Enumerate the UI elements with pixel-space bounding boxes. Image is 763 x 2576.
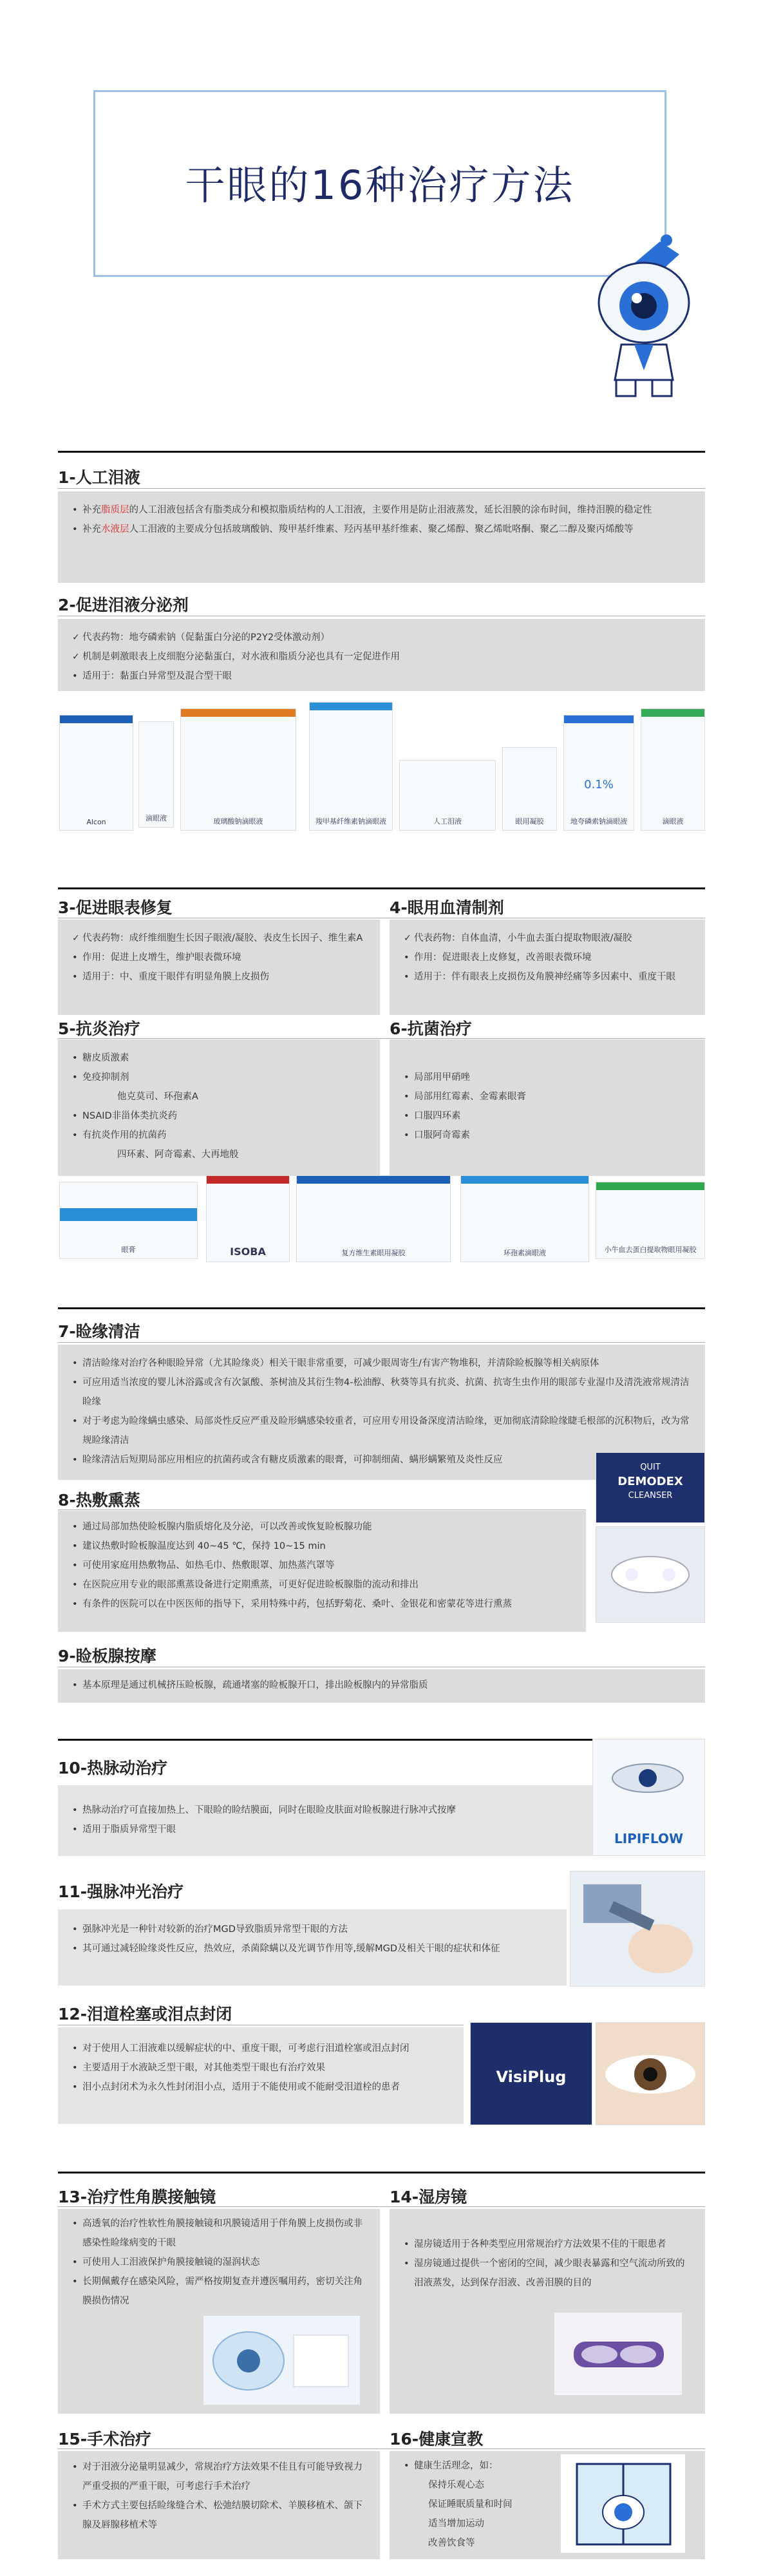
divider bbox=[58, 451, 705, 453]
divider bbox=[58, 1307, 705, 1309]
product-image: 地夸磷索钠滴眼液 0.1% bbox=[563, 715, 634, 831]
product-image: 滴眼液 bbox=[641, 708, 705, 831]
section-heading: 12-泪道栓塞或泪点封闭 bbox=[58, 2005, 232, 2023]
list-item: • 局部用甲硝唑 bbox=[402, 1068, 692, 1087]
list-item: • 可应用适当浓度的婴儿沐浴露或含有次氯酸、茶树油及其衍生物4-松油醇、秋葵等具有抗炎、抗菌、抗寄生虫作用的眼部专业湿巾及清洗液常规清洁睑缘 bbox=[71, 1373, 692, 1412]
list-item: • 湿房镜通过提供一个密闭的空间，减少眼表暴露和空气流动所致的泪液蒸发，达到保存泪液、改善泪膜的目的 bbox=[402, 2254, 692, 2293]
product-image: 人工泪液 bbox=[399, 760, 496, 831]
list-item: • 泪小点封闭术为永久性封闭泪小点，适用于不能使用或不能耐受泪道栓的患者 bbox=[71, 2078, 451, 2097]
section-heading: 11-强脉冲光治疗 bbox=[58, 1882, 184, 1901]
list-item: • 健康生活理念，如： bbox=[402, 2456, 692, 2476]
list-item: • 手术方式主要包括睑缘缝合术、松弛结膜切除术、羊膜移植术、颌下腺及唇腺移植术等 bbox=[71, 2496, 367, 2535]
window-illustration bbox=[560, 2454, 686, 2553]
section-heading: 4-眼用血清制剂 bbox=[390, 898, 504, 917]
list-item: • 主要适用于水液缺乏型干眼，对其他类型干眼也有治疗效果 bbox=[71, 2058, 451, 2078]
divider bbox=[58, 2206, 705, 2207]
text-panel bbox=[58, 1797, 592, 1848]
list-item: • 可使用人工泪液保护角膜接触镜的湿润状态 bbox=[71, 2253, 367, 2272]
title-frame bbox=[93, 90, 666, 277]
section-heading: 2-促进泪液分泌剂 bbox=[58, 596, 189, 614]
list-item: 改善饮食等 bbox=[428, 2538, 475, 2548]
lipiflow-device-image bbox=[592, 1739, 705, 1856]
section-heading: 5-抗炎治疗 bbox=[58, 1019, 140, 1038]
text-panel bbox=[58, 1039, 380, 1176]
product-image: 环孢素滴眼液 bbox=[460, 1175, 589, 1262]
section-heading: 14-湿房镜 bbox=[390, 2188, 467, 2206]
text-panel bbox=[58, 1669, 705, 1703]
list-item: ✓ 代表药物：自体血清，小牛血去蛋白提取物眼液/凝胶 bbox=[402, 929, 692, 948]
section-heading: 15-手术治疗 bbox=[58, 2430, 152, 2448]
product-image: 复方维生素眼用凝胶 bbox=[296, 1175, 451, 1262]
list-item: • 局部用红霉素、金霉素眼膏 bbox=[402, 1087, 692, 1106]
divider bbox=[58, 488, 705, 489]
ipl-treatment-photo bbox=[570, 1871, 705, 1987]
text-panel bbox=[390, 920, 705, 1015]
product-image: 眼用凝胶 bbox=[502, 747, 557, 831]
list-item: • 补充水液层人工泪液的主要成分包括玻璃酸钠、羧甲基纤维素、羟丙基甲基纤维素、聚乙烯醇、聚乙烯吡咯酮、聚乙二醇及聚丙烯酸等 bbox=[71, 520, 692, 539]
section-heading: 13-治疗性角膜接触镜 bbox=[58, 2188, 216, 2206]
list-item: • 有抗炎作用的抗菌药 bbox=[71, 1126, 367, 1145]
list-item: • 口服四环素 bbox=[402, 1106, 692, 1126]
list-item: • 通过局部加热使睑板腺内脂质熔化及分泌，可以改善或恢复睑板腺功能 bbox=[71, 1517, 573, 1537]
section-heading: 9-睑板腺按摩 bbox=[58, 1647, 156, 1665]
list-item: • 对于使用人工泪液难以缓解症状的中、重度干眼，可考虑行泪道栓塞或泪点封闭 bbox=[71, 2039, 451, 2058]
list-item: • 补充脂质层的人工泪液包括含有脂类成分和模拟脂质结构的人工泪液，主要作用是防止泪液蒸发，延长泪膜的涂布时间，维持泪膜的稳定性 bbox=[71, 500, 692, 520]
section-heading: 7-睑缘清洁 bbox=[58, 1322, 140, 1341]
list-item: ✓ 机制是刺激眼表上皮细胞分泌黏蛋白，对水液和脂质分泌也具有一定促进作用 bbox=[71, 647, 692, 667]
text-panel bbox=[58, 2035, 464, 2119]
list-item: • 作用：促进眼表上皮修复，改善眼表微环境 bbox=[402, 948, 692, 967]
list-item: • 适用于脂质异常型干眼 bbox=[71, 1820, 579, 1839]
list-item: • 基本原理是通过机械挤压睑板腺，疏通堵塞的睑板腺开口，排出睑板腺内的异常脂质 bbox=[71, 1676, 692, 1695]
list-item: • 其可通过减轻睑缘炎性反应，热效应，杀菌除螨以及光调节作用等,缓解MGD及相关干眼的症状和体征 bbox=[71, 1939, 554, 1958]
text-panel bbox=[58, 920, 380, 1015]
product-image: QUIT DEMODEX CLEANSER bbox=[596, 1452, 705, 1523]
divider bbox=[58, 1342, 705, 1343]
divider bbox=[58, 2448, 705, 2449]
text-panel bbox=[58, 2451, 380, 2559]
list-item: • 在医院应用专业的眼部熏蒸设备进行定期熏蒸，可更好促进睑板腺脂的流动和排出 bbox=[71, 1575, 573, 1595]
list-item: • 清洁睑缘对治疗各种眼睑异常（尤其睑缘炎）相关干眼非常重要，可减少眼周寄生/有害产物堆积，并清除睑板腺等相关病原体 bbox=[71, 1354, 692, 1373]
list-item: • 可使用家庭用热敷物品、如热毛巾、热敷眼罩、加热蒸汽罩等 bbox=[71, 1556, 573, 1575]
list-item: • 作用：促进上皮增生，维护眼表微环境 bbox=[71, 948, 367, 967]
list-item: 他克莫司、环孢素A bbox=[117, 1092, 198, 1102]
list-item: • 湿房镜适用于各种类型应用常规治疗方法效果不佳的干眼患者 bbox=[402, 2235, 692, 2254]
list-item: • 适用于：伴有眼表上皮损伤及角膜神经痛等多因素中、重度干眼 bbox=[402, 967, 692, 987]
eye-mascot-illustration bbox=[583, 216, 705, 402]
section-heading: 10-热脉动治疗 bbox=[58, 1759, 168, 1777]
text-panel bbox=[58, 1511, 586, 1632]
list-item: • NSAID非甾体类抗炎药 bbox=[71, 1106, 367, 1126]
moisture-goggles-image bbox=[554, 2312, 683, 2396]
product-image: ISOBA bbox=[206, 1175, 290, 1262]
list-item: • 口服阿奇霉素 bbox=[402, 1126, 692, 1145]
product-image: 玻璃酸钠滴眼液 bbox=[180, 708, 296, 831]
product-image: 眼膏 bbox=[59, 1182, 198, 1259]
list-item: • 对于泪液分泌量明显减少，常规治疗方法效果不佳且有可能导致视力严重受损的严重干眼，可考虑行手术治疗 bbox=[71, 2458, 367, 2496]
product-image: 羧甲基纤维素钠滴眼液 bbox=[309, 702, 393, 831]
list-item: • 免疫抑制剂 bbox=[71, 1068, 367, 1087]
divider bbox=[58, 887, 705, 889]
section-heading: 1-人工泪液 bbox=[58, 468, 140, 487]
text-panel bbox=[58, 491, 705, 583]
section-heading: 8-热敷熏蒸 bbox=[58, 1491, 140, 1510]
list-item: 适当增加运动 bbox=[428, 2519, 484, 2529]
list-item: • 适用于：黏蛋白异常型及混合型干眼 bbox=[71, 667, 692, 686]
list-item: • 糖皮质激素 bbox=[71, 1048, 367, 1068]
eye-mask-photo bbox=[596, 1526, 705, 1623]
list-item: ✓ 代表药物：地夸磷索钠（促黏蛋白分泌的P2Y2受体激动剂） bbox=[71, 628, 692, 647]
contact-lens-image bbox=[203, 2315, 361, 2405]
section-heading: 16-健康宣教 bbox=[390, 2430, 484, 2448]
list-item: • 高透氧的治疗性软性角膜接触镜和巩膜镜适用于伴角膜上皮损伤或非感染性睑缘病变的干眼 bbox=[71, 2214, 367, 2253]
list-item: • 建议热敷时睑板腺温度达到 40~45 ℃，保持 10~15 min bbox=[71, 1537, 573, 1556]
text-panel bbox=[390, 1039, 705, 1176]
list-item: • 有条件的医院可以在中医医师的指导下，采用特殊中药，包括野菊花、桑叶、金银花和密蒙花等进行熏蒸 bbox=[71, 1595, 573, 1614]
product-image: Alcon bbox=[59, 715, 133, 831]
section-heading: 3-促进眼表修复 bbox=[58, 898, 173, 917]
list-item: • 热脉动治疗可直接加热上、下眼睑的睑结膜面，同时在眼睑皮肤面对睑板腺进行脉冲式按摩 bbox=[71, 1801, 579, 1820]
list-item: • 适用于：中、重度干眼伴有明显角膜上皮损伤 bbox=[71, 967, 367, 987]
list-item: • 睑缘清洁后短期局部应用相应的抗菌药或含有糖皮质激素的眼膏，可抑制细菌、螨形螨繁殖及炎性反应 bbox=[71, 1450, 692, 1470]
divider bbox=[58, 2172, 705, 2174]
list-item: • 长期佩戴存在感染风险，需严格按期复查并遵医嘱用药，密切关注角膜损伤情况 bbox=[71, 2272, 367, 2311]
list-item: 四环素、阿奇霉素、大再地般 bbox=[117, 1150, 239, 1160]
list-item: • 对于考虑为睑缘螨虫感染、局部炎性反应严重及睑形螨感染较重者，可应用专用设备深度清洁睑缘，更加彻底清除睑缘睫毛根部的沉积物后，改为常规睑缘清洁 bbox=[71, 1412, 692, 1450]
product-image: 滴眼液 bbox=[138, 721, 174, 828]
product-image: 小牛血去蛋白提取物眼用凝胶 bbox=[596, 1182, 705, 1259]
text-panel bbox=[58, 619, 705, 691]
page-title: 干眼的16种治疗方法 bbox=[185, 162, 575, 209]
brand-logo: LIPIFLOW bbox=[614, 1831, 684, 1846]
text-panel bbox=[58, 1916, 567, 1980]
brand-logo: VisiPlug bbox=[496, 2068, 567, 2086]
divider bbox=[58, 1038, 705, 1039]
eye-closeup-photo bbox=[596, 2022, 705, 2125]
list-item: ✓ 代表药物：成纤维细胞生长因子眼液/凝胶、表皮生长因子、维生素A bbox=[71, 929, 367, 948]
section-heading: 6-抗菌治疗 bbox=[390, 1019, 472, 1038]
list-item: 保持乐观心态 bbox=[428, 2480, 484, 2490]
list-item: • 强脉冲光是一种针对较新的治疗MGD导致脂质异常型干眼的方法 bbox=[71, 1920, 554, 1939]
visiplug-box-image bbox=[470, 2022, 592, 2125]
list-item: 保证睡眠质量和时间 bbox=[428, 2499, 513, 2510]
